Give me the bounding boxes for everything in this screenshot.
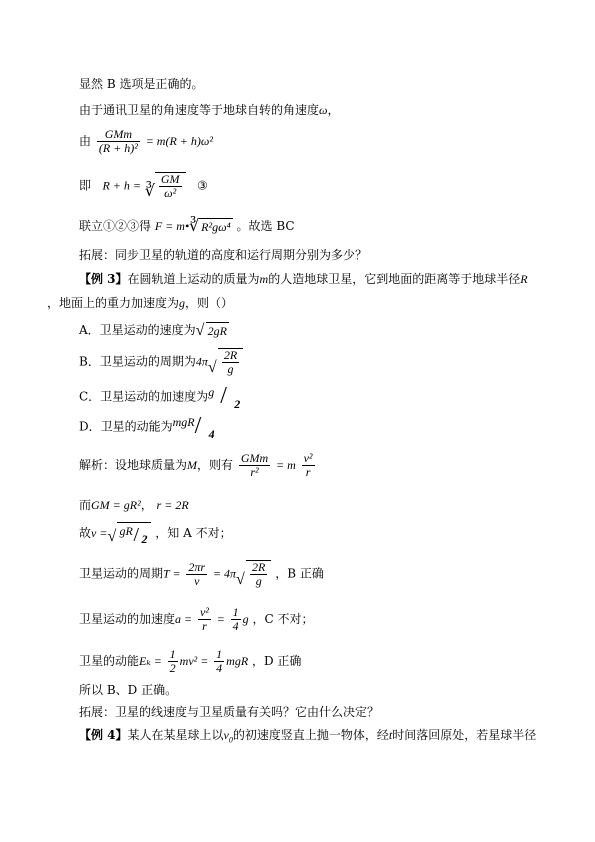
solution-line-1: 解析：设地球质量为M，则有 $\frac{\text{GMm}}{\text{r²}}$ = m $\frac{\text{v²}}{r}$	[79, 451, 313, 479]
text-line-angular-velocity: 由于通讯卫星的角速度等于地球自转的角速度ω，	[79, 103, 340, 117]
option-a: A．卫星运动的速度为 √ 2gR	[79, 322, 228, 339]
option-c: C．卫星运动的加速度为 g / 2	[79, 383, 241, 411]
text-example-3-stem-cont: ，地面上的重力加速度为g，则（）	[47, 296, 234, 310]
solution-line-3: 故v = √ gR / 2 ，知 A 不对；	[79, 524, 232, 546]
solution-line-6: 卫星的动能Eₖ = $\frac{1}{2}$ mv² = $\frac{1}{4}$ mgR ，D 正确	[79, 647, 302, 675]
equation-force-result: 联立①②③得 F = m• ∛ R²gω⁴ 。故选 BC	[79, 218, 295, 235]
text-example-4-stem: 【例 4】某人在某星球上以$v_0$的初速度竖直上抛一物体，经t时间落回原处，若星球半径	[79, 728, 537, 745]
equation-gravity-centripetal: 由 $\frac{\text{GMm}}{\text{(R + h)²}}$ = m(R + h)ω²	[79, 127, 213, 155]
text-example-3-stem: 【例 3】在圆轨道上运动的质量为m的人造地球卫星，它到地面的距离等于地球半径R	[79, 272, 528, 286]
solution-conclusion: 所以 B、D 正确。	[79, 683, 178, 697]
text-line-b-correct: 显然 B 选项是正确的。	[79, 77, 204, 91]
option-d: D．卫星的动能为 mgR / 4	[79, 413, 215, 441]
text-extension-question-2: 拓展：卫星的线速度与卫星质量有关吗？它由什么决定？	[79, 705, 380, 719]
solution-line-2: 而GM = gR²， r = 2R	[79, 498, 189, 512]
text-extension-question-1: 拓展：同步卫星的轨道的高度和运行周期分别为多少？	[79, 248, 368, 262]
equation-orbit-radius: 即 R + h = ∛ $\frac{GM}{\text{ω²}}$ ③	[79, 172, 208, 200]
option-b: B．卫星运动的周期为4π √ $\frac{2R}{g}$	[79, 348, 243, 376]
solution-line-5: 卫星运动的加速度a = $\frac{\text{v²}}{r}$ = $\frac{1}{4}$ g ，C 不对；	[79, 605, 314, 633]
solution-line-4: 卫星运动的周期T = $\frac{2\pi r}{v}$ = 4π √ $\frac{2R}{g}$ ，B 正确	[79, 559, 324, 588]
